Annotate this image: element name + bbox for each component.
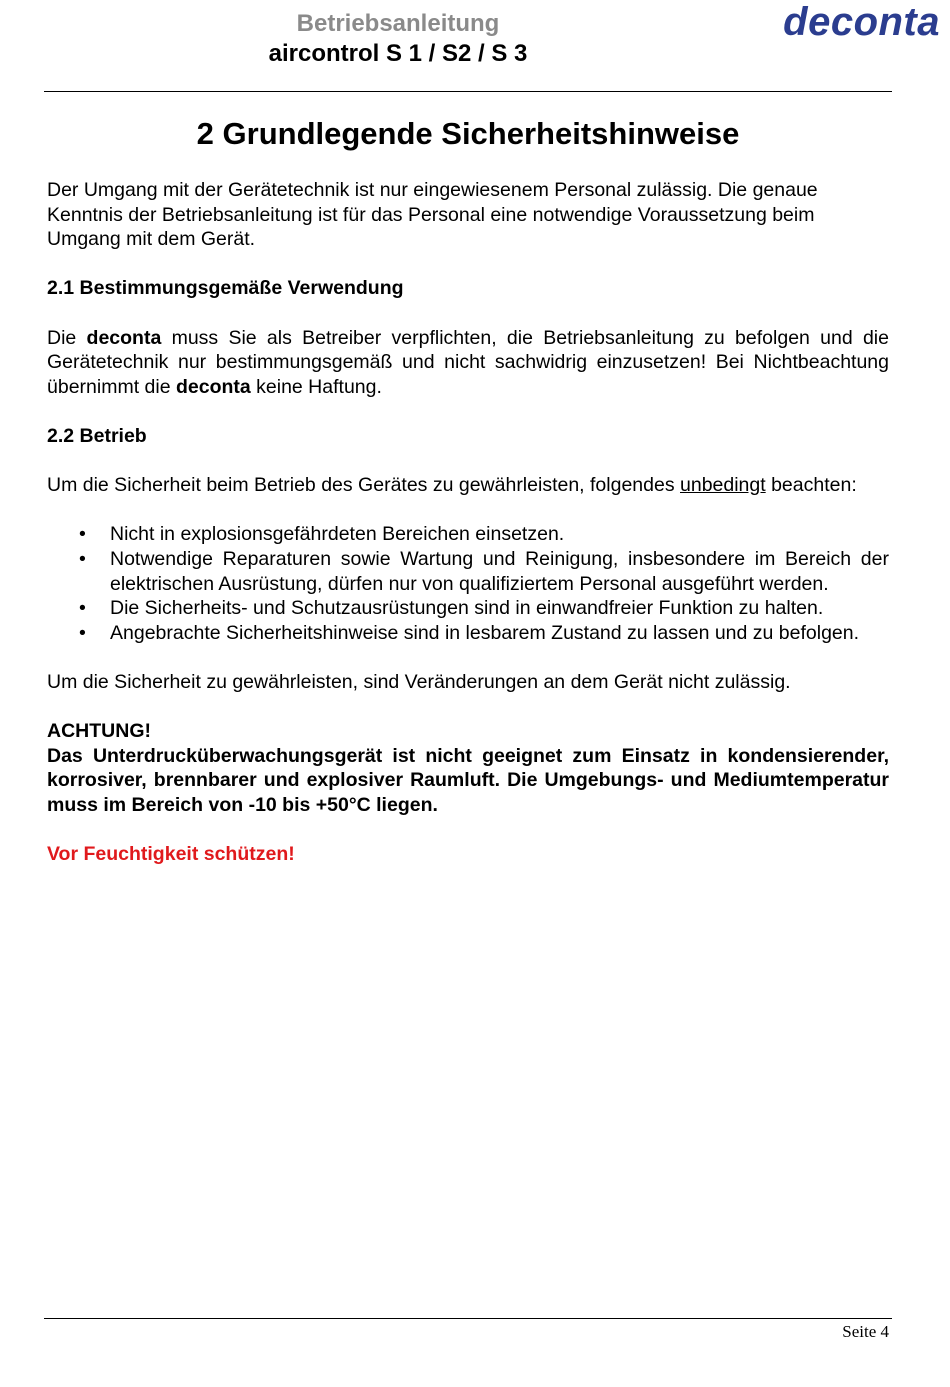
brand-name: deconta	[86, 326, 162, 349]
header-title: aircontrol S 1 / S2 / S 3	[268, 40, 528, 67]
closing-paragraph: Um die Sicherheit zu gewährleisten, sind Veränderungen an dem Gerät nicht zulässig.	[47, 670, 791, 693]
underlined-word: unbedingt	[680, 474, 766, 497]
bullet-icon: •	[79, 523, 86, 546]
section-title: 2 Grundlegende Sicherheitshinweise	[196, 116, 740, 151]
operation-text-c: beachten:	[765, 474, 857, 497]
list-item-text: Angebrachte Sicherheitshinweise sind in lesbarem Zustand zu lassen und zu befolgen.	[110, 621, 860, 644]
usage-text-a: Die	[47, 326, 87, 349]
list-item-text: Nicht in explosionsgefährdeten Bereichen einsetzen.	[110, 523, 565, 546]
deconta-logo: deconta	[783, 0, 940, 44]
operation-text-a: Um die Sicherheit beim Betrieb des Gerätes zu gewährleisten, folgendes	[47, 474, 680, 497]
page-content	[47, 178, 889, 891]
list-item-text: Die Sicherheits- und Schutzausrüstungen sind in einwandfreier Funktion zu halten.	[110, 597, 824, 620]
usage-text-b: muss Sie als Betreiber verpflichten, die Betriebsanleitung zu befolgen und die Gerätetechnik nur bestimmungsgemäß und nicht sachwidrig einzusetzen! Bei Nichtbeachtung übernimmt die	[47, 326, 889, 398]
list-item	[47, 547, 889, 596]
warning-text: Das Unterdrucküberwachungsgerät ist nicht geeignet zum Einsatz in kondensierender, korrosiver, brennbarer und explosiver Raumluft. Die Umgebungs- und Mediumtemperatur muss im Bereich von -10 bis +50°C liegen.	[47, 744, 889, 816]
list-item-text: Notwendige Reparaturen sowie Wartung und Reinigung, insbesondere im Bereich der elektrischen Ausrüstung, dürfen nur von qualifiziertem Personal ausgeführt werden.	[110, 547, 889, 595]
bullet-icon: •	[79, 597, 86, 620]
header-divider	[44, 91, 892, 92]
list-item	[47, 621, 889, 646]
bullet-icon: •	[79, 621, 86, 644]
bullet-icon: •	[79, 547, 86, 570]
header-subtitle: Betriebsanleitung	[296, 10, 500, 37]
usage-paragraph	[47, 326, 889, 400]
operation-paragraph	[47, 473, 889, 498]
moisture-warning: Vor Feuchtigkeit schützen!	[47, 843, 295, 866]
list-item	[47, 596, 889, 621]
list-item	[47, 522, 889, 547]
usage-text-c: keine Haftung.	[250, 375, 382, 398]
page-number: Seite 4	[842, 1322, 889, 1341]
subsection-heading-2-2: 2.2 Betrieb	[47, 424, 147, 447]
warning-label: ACHTUNG!	[47, 720, 151, 743]
warning-block	[47, 719, 889, 817]
footer-divider	[44, 1318, 892, 1319]
brand-name: deconta	[175, 375, 251, 398]
safety-list	[47, 522, 889, 645]
intro-paragraph: Der Umgang mit der Gerätetechnik ist nur eingewiesenem Personal zulässig. Die genaue Kenntnis der Betriebsanleitung ist für das Personal eine notwendige Voraussetzung beim Umgang mit dem Gerät.	[47, 179, 818, 251]
subsection-heading-2-1: 2.1 Bestimmungsgemäße Verwendung	[47, 277, 404, 300]
